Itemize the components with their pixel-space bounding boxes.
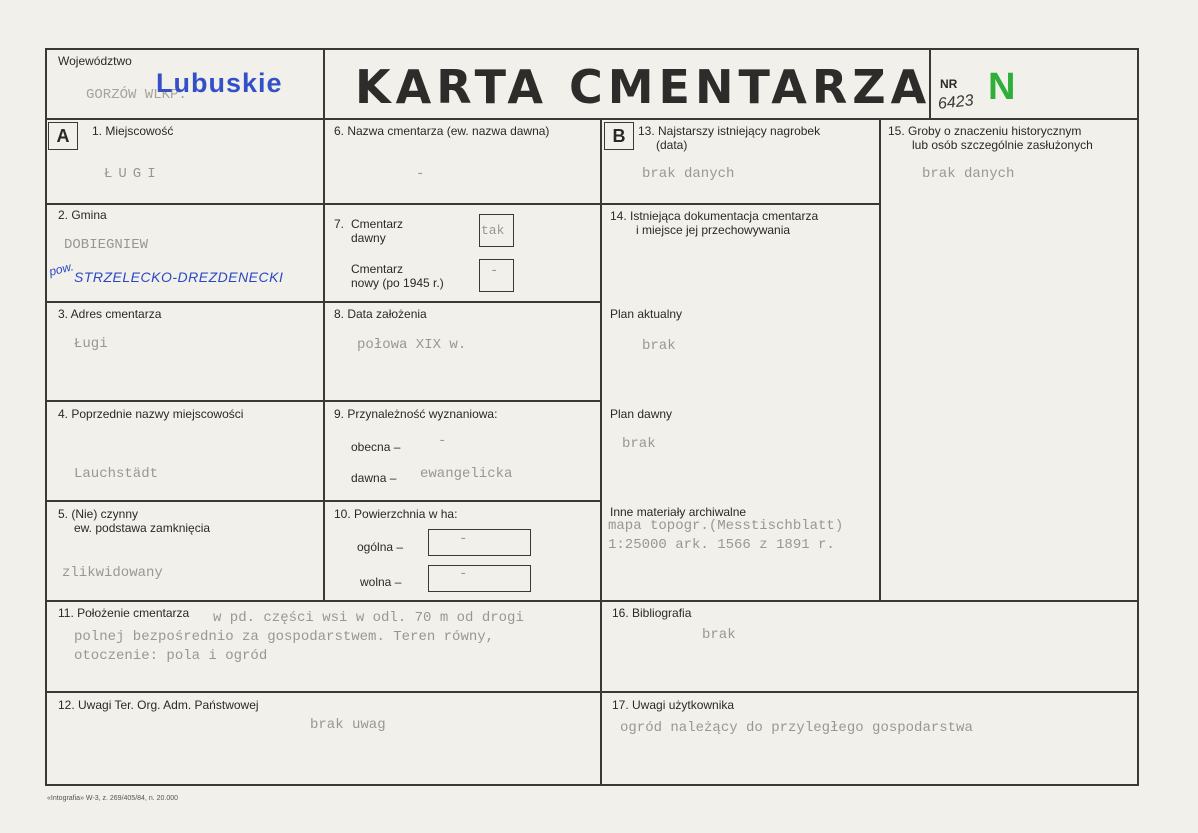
grid-line-col3	[879, 118, 881, 600]
field-9-label: 9. Przynależność wyznaniowa:	[334, 407, 498, 421]
grid-line-header	[45, 118, 1139, 120]
field-7-nowy-label-2: nowy (po 1945 r.)	[351, 276, 444, 290]
grid-line-col2	[600, 118, 602, 786]
field-3-label: 3. Adres cmentarza	[58, 307, 162, 321]
grid-line-row1-b	[601, 203, 879, 205]
field-7-dawny-label-1: Cmentarz	[351, 217, 404, 231]
field-10-ogolna-value: -	[459, 531, 468, 547]
plan-dawny-label: Plan dawny	[610, 407, 673, 421]
field-11-line-2: polnej bezpośrednio za gospodarstwem. Teren równy,	[74, 629, 495, 645]
field-10-label: 10. Powierzchnia w ha:	[334, 507, 458, 521]
field-5-label-2: ew. podstawa zamknięcia	[74, 521, 211, 535]
field-3-value: Ługi	[74, 336, 108, 352]
field-15-value: brak danych	[922, 166, 1015, 182]
field-11-line-1: w pd. części wsi w odl. 70 m od drogi	[213, 610, 524, 626]
field-12-label: 12. Uwagi Ter. Org. Adm. Państwowej	[58, 698, 259, 712]
field-15-label-1: 15. Groby o znaczeniu historycznym	[888, 124, 1082, 138]
field-2-value: DOBIEGNIEW	[64, 237, 149, 253]
field-4-label: 4. Poprzednie nazwy miejscowości	[58, 407, 244, 421]
field-5-label-1: 5. (Nie) czynny	[58, 507, 139, 521]
field-16-value: brak	[702, 627, 736, 643]
field-15-label-2: lub osób szczególnie zasłużonych	[912, 138, 1093, 152]
grid-line-row1	[45, 203, 601, 205]
nr-label: NR	[940, 77, 958, 91]
field-12-value: brak uwag	[310, 717, 386, 733]
field-9-dawna-label: dawna –	[351, 471, 397, 485]
printer-imprint: «Intografia» W-3, z. 269/405/84, n. 20.000	[47, 795, 179, 802]
field-9-dawna-value: ewangelicka	[420, 466, 513, 482]
plan-aktualny-label: Plan aktualny	[610, 307, 683, 321]
inne-materialy-line-1: mapa topogr.(Messtischblatt)	[608, 518, 844, 534]
grid-line-row3	[45, 400, 601, 402]
field-13-value: brak danych	[642, 166, 735, 182]
section-b-label: B	[604, 122, 634, 150]
field-14-label-2: i miejsce jej przechowywania	[636, 223, 791, 237]
grid-line-row2	[45, 301, 601, 303]
field-10-ogolna-label: ogólna –	[357, 540, 404, 554]
grid-line-row4	[45, 500, 601, 502]
field-7-nowy-value: -	[490, 263, 499, 279]
field-8-label: 8. Data założenia	[334, 307, 427, 321]
field-10-wolna-value: -	[459, 566, 468, 582]
wojewodztwo-stamp: Lubuskie	[156, 68, 283, 98]
inne-materialy-line-2: 1:25000 ark. 1566 z 1891 r.	[608, 537, 835, 553]
inne-materialy-label: Inne materiały archiwalne	[610, 505, 747, 519]
field-7-dawny-label-2: dawny	[351, 231, 386, 245]
field-10-wolna-box	[428, 565, 531, 592]
field-9-obecna-value: -	[438, 433, 447, 449]
field-2-pow-label: pow.	[47, 259, 76, 279]
field-17-label: 17. Uwagi użytkownika	[612, 698, 735, 712]
field-6-value: -	[416, 166, 425, 182]
field-8-value: połowa XIX w.	[357, 337, 467, 353]
grid-line-row6	[45, 691, 1139, 693]
field-14-label-1: 14. Istniejąca dokumentacja cmentarza	[610, 209, 819, 223]
grid-line-header-v1	[323, 48, 325, 119]
grid-line-row5	[45, 600, 1139, 602]
field-16-label: 16. Bibliografia	[612, 606, 692, 620]
field-6-label: 6. Nazwa cmentarza (ew. nazwa dawna)	[334, 124, 550, 138]
field-7-dawny-value: tak	[481, 223, 505, 238]
field-7-nowy-label-1: Cmentarz	[351, 262, 404, 276]
field-1-value: ŁUGI	[104, 166, 162, 182]
field-7-label: 7.	[334, 217, 345, 231]
field-17-value: ogród należący do przyległego gospodarstwa	[620, 720, 973, 736]
field-11-label: 11. Położenie cmentarza	[58, 606, 190, 620]
plan-aktualny-value: brak	[642, 338, 676, 354]
field-13-label-1: 13. Najstarszy istniejący nagrobek	[638, 124, 821, 138]
wojewodztwo-label: Województwo	[58, 54, 132, 68]
grid-line-col1	[323, 118, 325, 600]
nr-mark: N	[988, 66, 1016, 108]
nr-value: 6423	[937, 92, 975, 113]
field-11-line-3: otoczenie: pola i ogród	[74, 648, 268, 664]
field-4-value: Lauchstädt	[74, 466, 159, 482]
field-13-label-2: (data)	[656, 138, 688, 152]
field-1-label: 1. Miejscowość	[92, 124, 174, 138]
plan-dawny-value: brak	[622, 436, 656, 452]
wojewodztwo-typed: GORZÓW WLKP.	[86, 87, 187, 103]
field-2-pow-value: STRZELECKO-DREZDENECKI	[74, 269, 284, 285]
card-title: KARTA CMENTARZA	[355, 60, 932, 114]
field-2-label: 2. Gmina	[58, 208, 107, 222]
field-10-ogolna-box	[428, 529, 531, 556]
field-9-obecna-label: obecna –	[351, 440, 401, 454]
section-a-label: A	[48, 122, 78, 150]
field-5-value: zlikwidowany	[62, 565, 163, 581]
field-10-wolna-label: wolna –	[360, 575, 402, 589]
